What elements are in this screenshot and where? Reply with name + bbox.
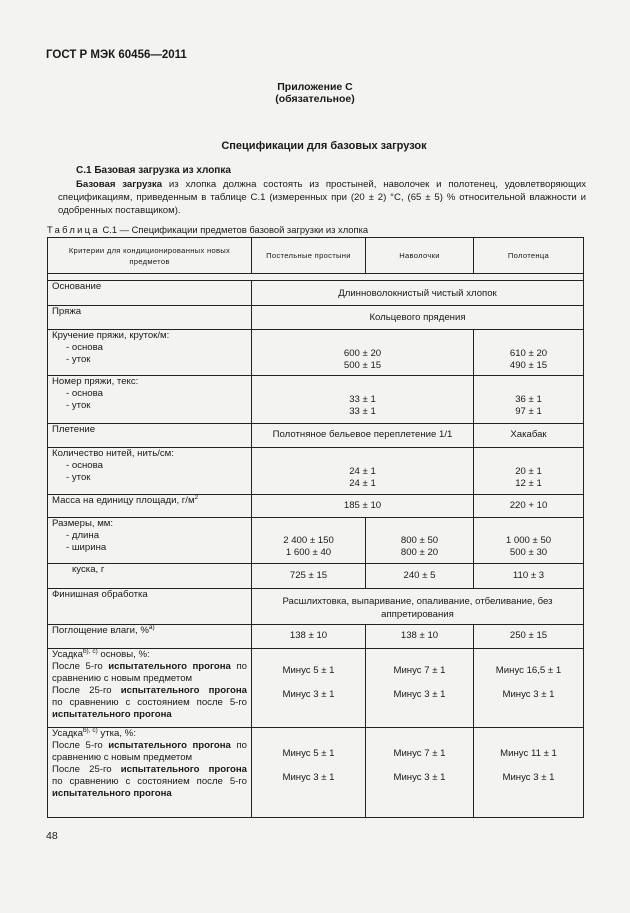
weft-sublabel: - уток [66, 354, 91, 365]
appendix-title: Приложение С [277, 81, 353, 93]
table-row [48, 330, 584, 376]
value: 610 ± 20 [509, 348, 548, 359]
value: 1 600 ± 40 [285, 547, 332, 558]
absorption-label-cell [48, 625, 252, 649]
mass-label-cell [48, 495, 252, 518]
table-row [48, 448, 584, 495]
row-label: Пряжа [48, 306, 252, 330]
after25-line2: по сравнению с состоянием после 5-го [52, 776, 247, 787]
text: После 25-го [52, 764, 121, 775]
value: 500 ± 15 [343, 360, 382, 371]
warp-sublabel: - основа [66, 388, 103, 399]
warp-sublabel: - основа [66, 460, 103, 471]
row-label: Финишная обработка [48, 589, 252, 625]
row-label: Номер пряжи, текс: [52, 376, 139, 387]
mass-sp-value: 185 ± 10 [252, 495, 474, 518]
value: 800 ± 50 [400, 535, 439, 546]
value: 33 ± 1 [349, 394, 376, 405]
after5-line2: сравнению с новым предметом [52, 673, 193, 684]
row-label: Основание [48, 281, 252, 306]
value: Минус 7 ± 1 [393, 665, 446, 676]
size-towel-cell [474, 518, 584, 564]
value: Минус 11 ± 1 [500, 748, 557, 759]
piece-sheets-value: 725 ± 15 [252, 564, 366, 589]
bold-text: испытательного прогона [120, 685, 247, 696]
absorption-pillow-value: 138 ± 10 [366, 625, 474, 649]
value: Минус 3 ± 1 [393, 772, 446, 783]
value: Минус 3 ± 1 [502, 772, 555, 783]
weft-sublabel: - уток [66, 472, 91, 483]
finish-value: Расшлихтовка, выпаривание, опаливание, отбеливание, без аппретирования [252, 589, 584, 625]
value: Минус 5 ± 1 [282, 665, 335, 676]
footnote-marker: b), c) [82, 726, 98, 734]
row-label: Размеры, мм: [52, 518, 114, 529]
text: После 5-го [52, 740, 109, 751]
table-caption-prefix: Таблица [47, 224, 100, 235]
shrink-weft-towel-cell [474, 728, 584, 818]
value: 600 ± 20 [343, 348, 382, 359]
shrink-weft-sheets-cell [252, 728, 366, 818]
bold-text: испытательного прогона [108, 661, 231, 672]
value: 490 ± 15 [509, 360, 548, 371]
table-row [48, 424, 584, 448]
shrink-weft-cell [48, 728, 252, 818]
footnote-marker: а) [148, 623, 155, 631]
value: 24 ± 1 [349, 466, 376, 477]
header-criteria: Критерии для кондиционированных новых предметов [48, 238, 252, 274]
value: Минус 3 ± 1 [502, 689, 555, 700]
row-label: Поглощение влаги, % [52, 625, 149, 636]
intro-paragraph [58, 178, 586, 218]
appendix-status: (обязательное) [275, 93, 355, 105]
table-row [48, 589, 584, 625]
row-label: Кручение пряжи, круток/м: [52, 330, 170, 341]
value: Минус 7 ± 1 [393, 748, 446, 759]
row-label [52, 649, 247, 661]
label-text: Усадка [52, 649, 83, 660]
value: 36 ± 1 [515, 394, 542, 405]
twist-sp-cell [252, 330, 474, 376]
after5-line2: сравнению с новым предметом [52, 752, 193, 763]
piece-pillow-value: 240 ± 5 [366, 564, 474, 589]
after25-line [52, 764, 247, 776]
after25-line3: испытательного прогона [52, 709, 172, 720]
table-row [48, 518, 584, 564]
text: После 25-го [52, 685, 121, 696]
shrink-warp-sheets-cell [252, 649, 366, 728]
shrink-warp-towel-cell [474, 649, 584, 728]
table-caption [47, 224, 368, 235]
table-row [48, 728, 584, 818]
piece-towel-value: 110 ± 3 [474, 564, 584, 589]
shrink-weft-pillow-cell [366, 728, 474, 818]
value: 12 ± 1 [515, 478, 542, 489]
weft-sublabel: - уток [66, 400, 91, 411]
shrink-warp-pillow-cell [366, 649, 474, 728]
table-row [48, 376, 584, 424]
spec-table [47, 237, 584, 818]
table-row [48, 649, 584, 728]
value: 2 400 ± 150 [283, 535, 334, 546]
row-label: Масса на единицу площади, г/м [52, 495, 195, 506]
value: 33 ± 1 [349, 406, 376, 417]
yarn-number-cell [48, 376, 252, 424]
value: 800 ± 20 [400, 547, 439, 558]
after25-line3: испытательного прогона [52, 788, 172, 799]
table-spacer-row [48, 274, 584, 281]
value: 500 ± 30 [509, 547, 548, 558]
yarn-number-t-cell [474, 376, 584, 424]
header-sheets: Постельные простыни [252, 238, 366, 274]
value: Минус 3 ± 1 [282, 689, 335, 700]
value: Минус 16,5 ± 1 [495, 665, 562, 676]
size-sheets-cell [252, 518, 366, 564]
label-text: утка, %: [97, 728, 136, 739]
value: 1 000 ± 50 [505, 535, 552, 546]
after25-line2: по сравнению с состоянием после 5-го [52, 697, 247, 708]
yarn-value: Кольцевого прядения [252, 306, 584, 330]
text: по [230, 661, 247, 672]
row-label: Плетение [48, 424, 252, 448]
text: по [230, 740, 247, 751]
width-sublabel: - ширина [66, 542, 107, 553]
document-code: ГОСТ Р МЭК 60456—2011 [46, 49, 187, 61]
length-sublabel: - длина [66, 530, 100, 541]
row-label: Количество нитей, нить/см: [52, 448, 174, 459]
value: 24 ± 1 [349, 478, 376, 489]
threads-cell [48, 448, 252, 495]
table-row [48, 625, 584, 649]
row-label [52, 728, 247, 740]
twist-t-cell [474, 330, 584, 376]
header-pillowcases: Наволочки [366, 238, 474, 274]
after5-line [52, 661, 247, 673]
intro-bold-term: Базовая загрузка [76, 179, 163, 190]
absorption-towel-value: 250 ± 15 [474, 625, 584, 649]
mass-t-value: 220 + 10 [474, 495, 584, 518]
table-row [48, 306, 584, 330]
bold-text: испытательного прогона [108, 740, 231, 751]
threads-t-cell [474, 448, 584, 495]
value: 20 ± 1 [515, 466, 542, 477]
after25-line [52, 685, 247, 697]
twist-cell [48, 330, 252, 376]
footnote-marker: b), c) [82, 647, 98, 655]
text: После 5-го [52, 661, 109, 672]
subsection-title: С.1 Базовая загрузка из хлопка [76, 165, 231, 176]
row-label: куска, г [48, 564, 252, 589]
table-header-row [48, 238, 584, 274]
bold-text: испытательного прогона [120, 764, 247, 775]
value: Минус 5 ± 1 [282, 748, 335, 759]
label-text: Усадка [52, 728, 83, 739]
table-row [48, 564, 584, 589]
size-cell [48, 518, 252, 564]
yarn-number-sp-cell [252, 376, 474, 424]
shrink-warp-cell [48, 649, 252, 728]
table-caption-text: С.1 — Спецификации предметов базовой загрузки из хлопка [99, 224, 369, 235]
header-towels: Полотенца [474, 238, 584, 274]
threads-sp-cell [252, 448, 474, 495]
absorption-sheets-value: 138 ± 10 [252, 625, 366, 649]
page-number: 48 [46, 830, 58, 842]
base-value: Длинноволокнистый чистый хлопок [252, 281, 584, 306]
intro-text: из хлопка должна состоять из простыней, наволочек и полотенец, удовлетворяющих спецификациям, приведенным в таблице С.1 (измеренных при (20 ± 2) °С, (65 ± 5) % относительной влажности и одобренных поставщиком). [58, 179, 586, 217]
warp-sublabel: - основа [66, 342, 103, 353]
value: 97 ± 1 [515, 406, 542, 417]
section-title: Спецификации для базовых загрузок [221, 140, 427, 152]
unit-superscript: 2 [194, 493, 199, 501]
size-pillow-cell [366, 518, 474, 564]
weave-t-value: Хакабак [474, 424, 584, 448]
weave-sp-value: Полотняное бельевое переплетение 1/1 [252, 424, 474, 448]
after5-line [52, 740, 247, 752]
value: Минус 3 ± 1 [282, 772, 335, 783]
table-row [48, 495, 584, 518]
value: Минус 3 ± 1 [393, 689, 446, 700]
table-row [48, 281, 584, 306]
label-text: основы, %: [97, 649, 150, 660]
